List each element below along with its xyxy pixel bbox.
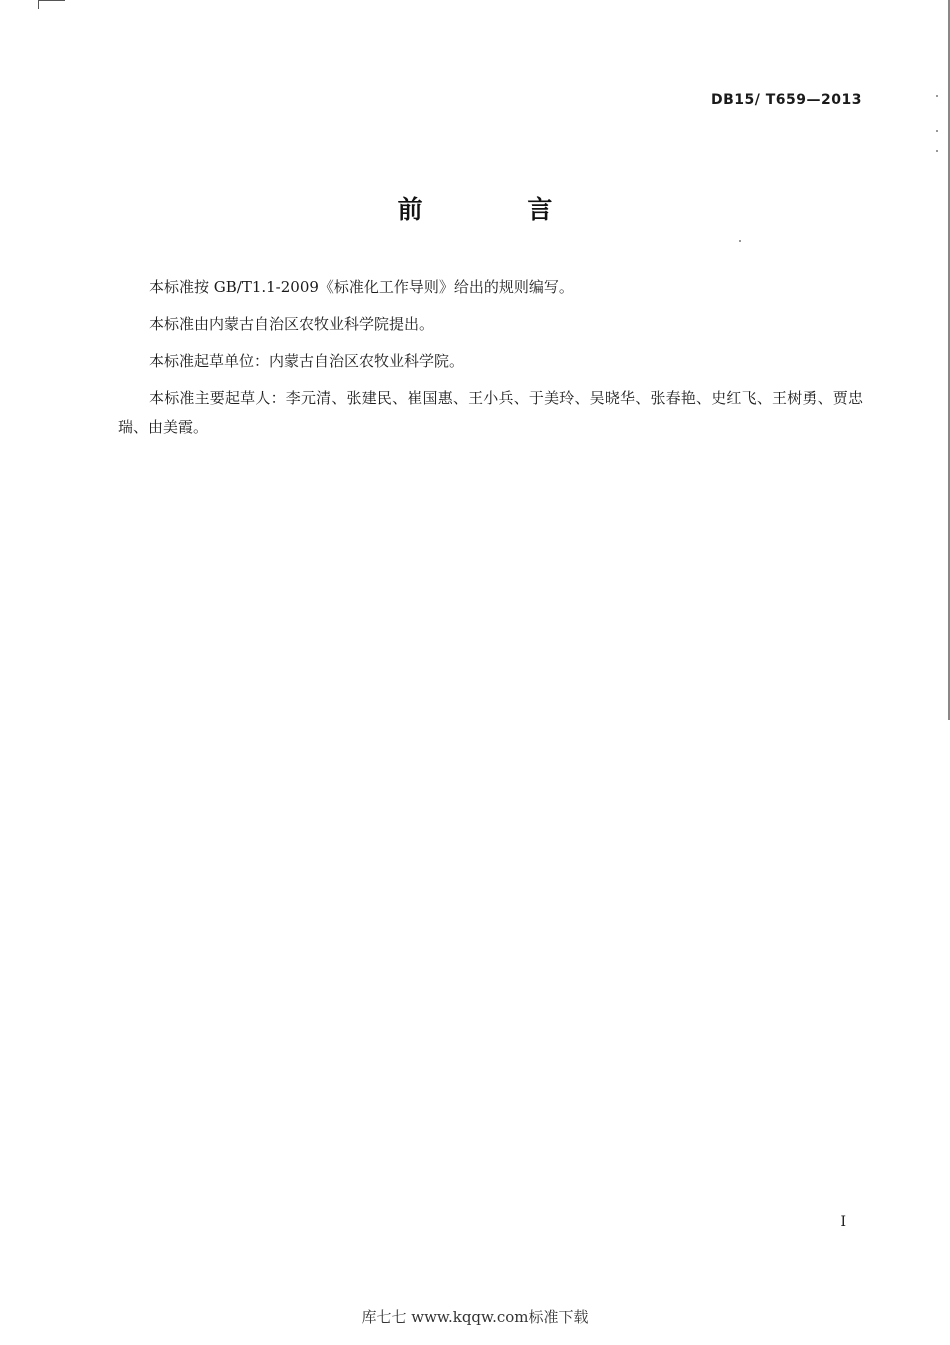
- scan-corner-mark: [38, 0, 65, 9]
- paragraph-proposer: 本标准由内蒙古自治区农牧业科学院提出。: [149, 315, 435, 333]
- foreword-body: [118, 273, 863, 450]
- scan-speck: [936, 150, 938, 152]
- scan-speck: [936, 130, 938, 132]
- paragraph-drafters: 本标准主要起草人：李元清、张建民、崔国惠、王小兵、于美玲、吴晓华、张春艳、史红飞、王树勇、贾忠瑞、由美霞。: [118, 389, 863, 436]
- page-number: I: [840, 1214, 846, 1230]
- scan-speck: [936, 95, 938, 97]
- page-title: 前 言: [397, 195, 601, 224]
- standard-code: DB15/ T659—2013: [711, 92, 862, 108]
- paragraph-drafting-rules: 本标准按 GB/T1.1-2009《标准化工作导则》给出的规则编写。: [149, 278, 574, 296]
- scan-speck: [739, 240, 741, 242]
- paragraph-drafting-unit: 本标准起草单位：内蒙古自治区农牧业科学院。: [149, 352, 465, 370]
- footer-watermark: 库七七 www.kqqw.com标准下载: [361, 1308, 589, 1326]
